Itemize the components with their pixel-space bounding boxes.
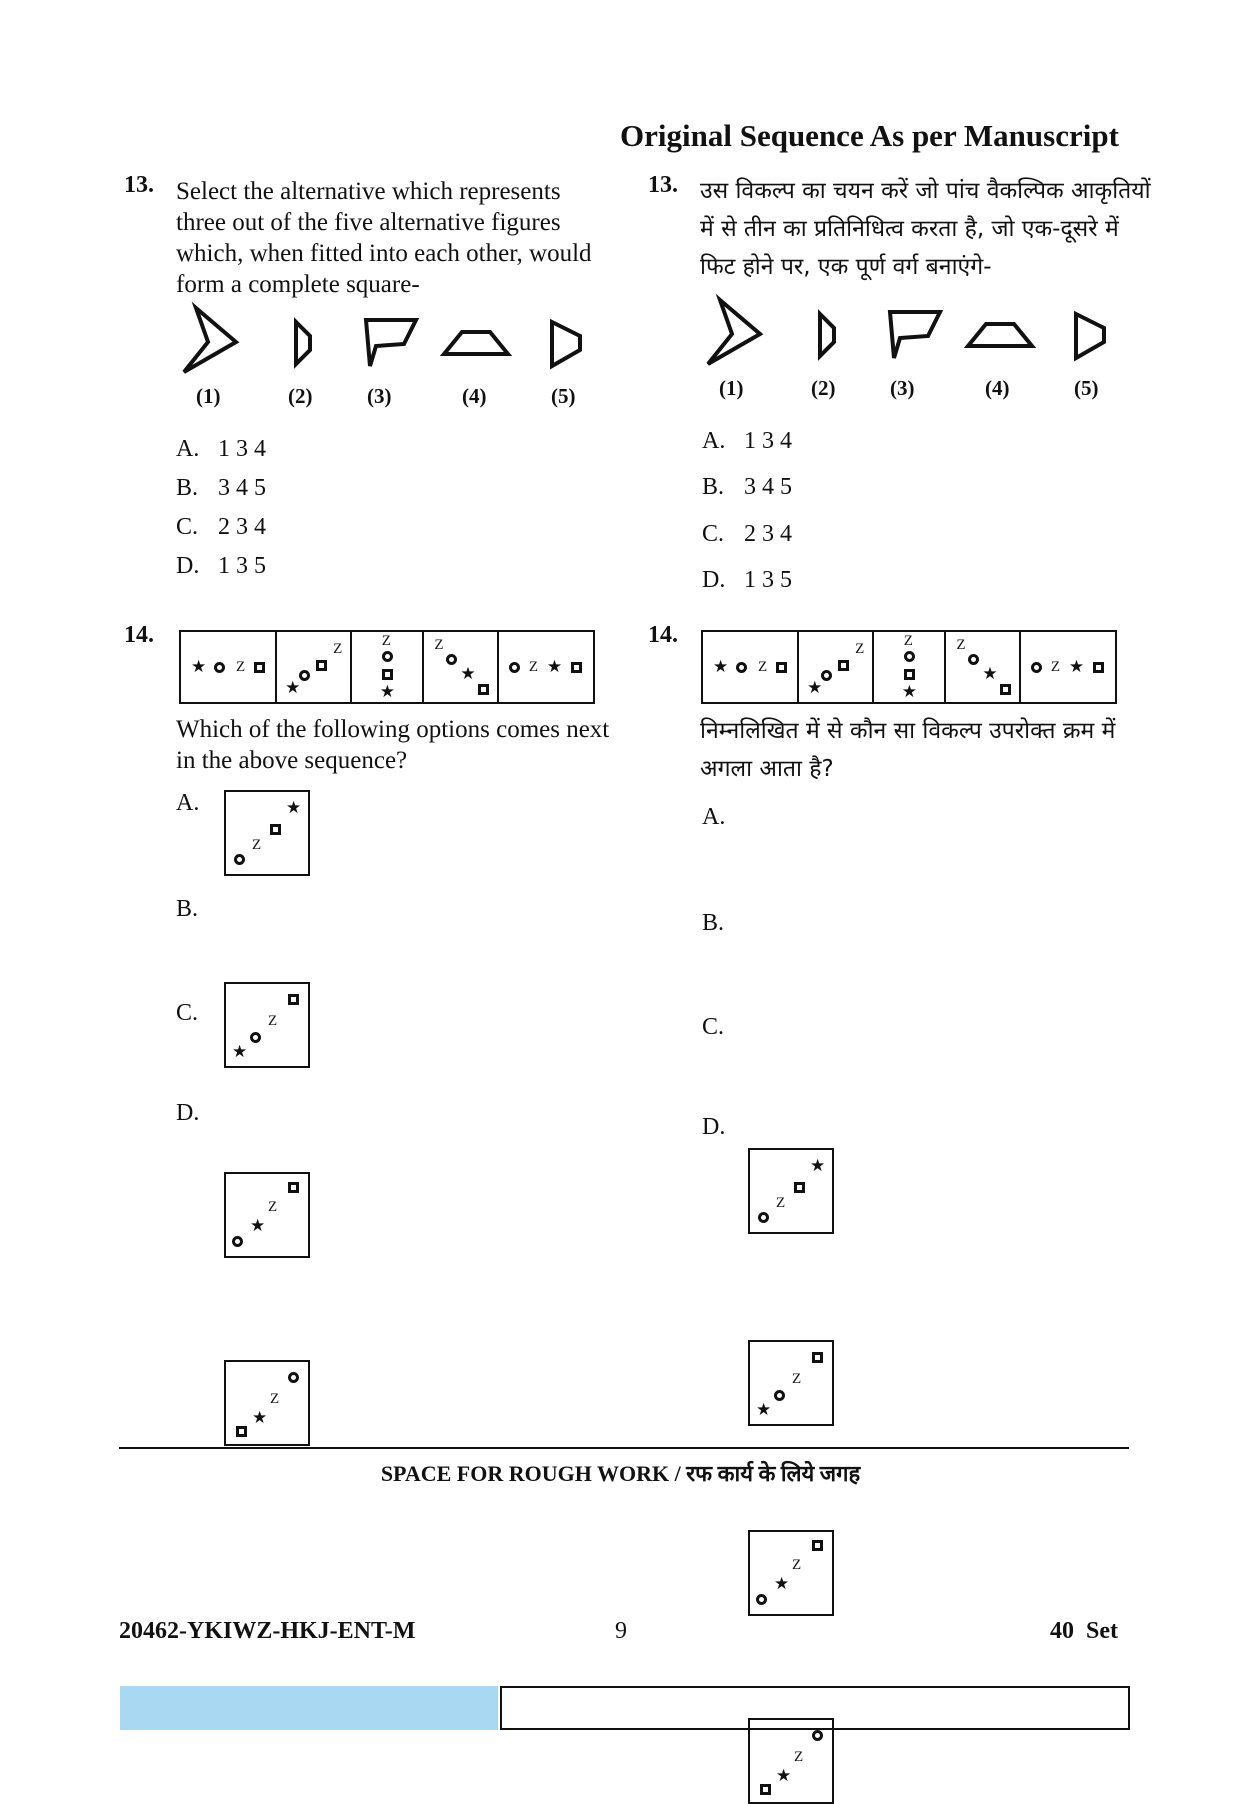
footer-code: 20462-YKIWZ-HKJ-ENT-M bbox=[119, 1618, 416, 1644]
figure-label-1: (1) bbox=[719, 376, 744, 400]
option-letter: C. bbox=[176, 514, 199, 540]
star-icon: ★ bbox=[546, 657, 563, 677]
z-letter: Z bbox=[794, 1749, 804, 1765]
circle-icon bbox=[812, 1730, 823, 1741]
rough-work-divider bbox=[119, 1447, 1129, 1449]
figure-5-pentagon bbox=[1076, 314, 1104, 358]
footer-outline-box bbox=[500, 1686, 1130, 1730]
z-letter: Z bbox=[434, 637, 444, 653]
square-icon bbox=[776, 662, 787, 673]
circle-icon bbox=[250, 1032, 261, 1043]
figure-label-2: (2) bbox=[811, 376, 836, 400]
q14-sequence-en bbox=[179, 630, 595, 704]
square-icon bbox=[812, 1352, 823, 1363]
sequence-cell-2 bbox=[799, 632, 874, 702]
star-icon: ★ bbox=[756, 1400, 772, 1420]
square-icon bbox=[1000, 684, 1011, 695]
z-letter: Z bbox=[903, 633, 913, 649]
star-icon: ★ bbox=[776, 1766, 792, 1786]
square-icon bbox=[478, 684, 489, 695]
circle-icon bbox=[756, 1594, 767, 1605]
z-letter: Z bbox=[268, 1199, 278, 1215]
q14-option-a-figure-hi[interactable] bbox=[748, 1148, 834, 1234]
z-letter: Z bbox=[268, 1013, 278, 1029]
figure-label-2: (2) bbox=[288, 384, 313, 408]
q14-option-c-figure-en[interactable] bbox=[224, 1172, 310, 1258]
star-icon: ★ bbox=[460, 664, 476, 684]
z-letter: Z bbox=[270, 1391, 280, 1407]
footer-set: 40 Set bbox=[1050, 1618, 1118, 1644]
circle-icon bbox=[1031, 662, 1042, 673]
option-letter: A. bbox=[176, 436, 200, 462]
square-icon bbox=[904, 669, 915, 680]
square-icon bbox=[760, 1784, 771, 1795]
circle-icon bbox=[214, 662, 225, 673]
q14-option-a-label-en[interactable]: A. bbox=[176, 790, 200, 816]
q14-option-d-label-hi[interactable]: D. bbox=[702, 1114, 726, 1140]
sequence-cell-3 bbox=[874, 632, 947, 702]
star-icon: ★ bbox=[713, 657, 729, 677]
z-letter: Z bbox=[956, 637, 966, 653]
circle-icon bbox=[821, 670, 832, 681]
square-icon bbox=[254, 662, 265, 673]
q13-number-hi: 13. bbox=[648, 172, 678, 198]
circle-icon bbox=[234, 854, 245, 865]
figure-label-5: (5) bbox=[1074, 376, 1099, 400]
q13-option-b-hi[interactable] bbox=[702, 474, 792, 501]
sequence-cell-1 bbox=[181, 632, 277, 702]
z-letter: Z bbox=[236, 659, 246, 675]
star-icon: ★ bbox=[232, 1042, 248, 1062]
q13-text-en: Select the alternative which represents three out of the five alternative figures which, when fitted into each other, would form a complete square- bbox=[176, 178, 592, 298]
figure-1-arrow bbox=[184, 308, 236, 372]
option-value: 3 4 5 bbox=[218, 475, 266, 501]
figure-1-arrow bbox=[708, 300, 760, 364]
q14-option-c-figure-hi[interactable] bbox=[748, 1530, 834, 1616]
star-icon: ★ bbox=[250, 1216, 266, 1236]
q13-number-en: 13. bbox=[124, 172, 154, 198]
q14-option-c-label-en[interactable]: C. bbox=[176, 1000, 199, 1026]
z-letter: Z bbox=[855, 641, 865, 657]
figure-label-4: (4) bbox=[985, 376, 1010, 400]
q13-option-d-hi[interactable] bbox=[702, 567, 792, 594]
circle-icon bbox=[509, 662, 520, 673]
sequence-cell-4 bbox=[424, 632, 499, 702]
z-letter: Z bbox=[381, 633, 391, 649]
square-icon bbox=[382, 669, 393, 680]
option-value: 1 3 4 bbox=[218, 436, 266, 462]
sequence-cell-1 bbox=[703, 632, 799, 702]
footer-color-bar bbox=[120, 1686, 498, 1730]
star-icon: ★ bbox=[252, 1408, 268, 1428]
option-letter: B. bbox=[702, 474, 725, 500]
q14-option-b-figure-hi[interactable] bbox=[748, 1340, 834, 1426]
figure-2-d-shape bbox=[296, 322, 310, 364]
option-value: 1 3 5 bbox=[744, 567, 792, 593]
figure-label-4: (4) bbox=[462, 384, 487, 408]
circle-icon bbox=[299, 670, 310, 681]
q14-option-b-label-en[interactable]: B. bbox=[176, 896, 199, 922]
sequence-cell-2 bbox=[277, 632, 352, 702]
circle-icon bbox=[904, 651, 915, 662]
z-letter: Z bbox=[1050, 659, 1061, 675]
option-value: 1 3 4 bbox=[744, 428, 792, 454]
square-icon bbox=[838, 660, 849, 671]
q14-text-en: Which of the following options comes next in the above sequence? bbox=[176, 716, 610, 774]
figure-5-pentagon bbox=[552, 322, 580, 366]
option-value: 3 4 5 bbox=[744, 474, 792, 500]
q13-option-a-hi[interactable] bbox=[702, 428, 792, 455]
q14-option-b-figure-en[interactable] bbox=[224, 982, 310, 1068]
square-icon bbox=[236, 1426, 247, 1437]
z-letter: Z bbox=[792, 1557, 802, 1573]
q13-option-c-en[interactable] bbox=[176, 514, 266, 541]
sequence-cell-4 bbox=[946, 632, 1021, 702]
z-letter: Z bbox=[758, 659, 768, 675]
star-icon: ★ bbox=[810, 1156, 826, 1176]
figure-4-trapezoid bbox=[444, 332, 508, 354]
sequence-cell-3 bbox=[352, 632, 425, 702]
star-icon: ★ bbox=[1068, 657, 1085, 677]
q13-figures-en bbox=[178, 300, 618, 380]
option-value: 2 3 4 bbox=[218, 514, 266, 540]
sequence-cell-5 bbox=[1021, 632, 1115, 702]
circle-icon bbox=[288, 1372, 299, 1383]
q13-text-hi: उस विकल्प का चयन करें जो पांच वैकल्पिक आकृतियों में से तीन का प्रतिनिधित्व करता है, जो एक-दूसरे में फिट होने पर, एक पूर्ण वर्ग बनाएंगे- bbox=[700, 178, 1151, 280]
square-icon bbox=[1093, 662, 1104, 673]
sequence-cell-5 bbox=[499, 632, 593, 702]
q14-number-en: 14. bbox=[124, 622, 154, 648]
square-icon bbox=[571, 662, 582, 673]
option-value: 1 3 5 bbox=[218, 553, 266, 579]
q14-text-hi: निम्नलिखित में से कौन सा विकल्प उपरोक्त क्रम में अगला आता है? bbox=[700, 718, 1116, 782]
q14-option-d-figure-hi[interactable] bbox=[748, 1718, 834, 1804]
star-icon: ★ bbox=[379, 682, 395, 702]
star-icon: ★ bbox=[774, 1574, 790, 1594]
q14-option-c-label-hi[interactable]: C. bbox=[702, 1014, 725, 1040]
q14-option-d-figure-en[interactable] bbox=[224, 1360, 310, 1446]
option-value: 2 3 4 bbox=[744, 521, 792, 547]
star-icon: ★ bbox=[285, 678, 301, 698]
q13-option-d-en[interactable] bbox=[176, 553, 266, 580]
figure-label-5: (5) bbox=[551, 384, 576, 408]
circle-icon bbox=[774, 1390, 785, 1401]
star-icon: ★ bbox=[807, 678, 823, 698]
q14-option-b-label-hi[interactable]: B. bbox=[702, 910, 725, 936]
square-icon bbox=[794, 1182, 805, 1193]
circle-icon bbox=[446, 654, 457, 665]
z-letter: Z bbox=[792, 1371, 802, 1387]
square-icon bbox=[288, 1182, 299, 1193]
footer-page-number: 9 bbox=[615, 1618, 627, 1644]
figure-3-hook-shape bbox=[366, 320, 416, 366]
figure-4-trapezoid bbox=[968, 324, 1032, 346]
option-letter: B. bbox=[176, 475, 199, 501]
option-letter: D. bbox=[702, 567, 726, 593]
circle-icon bbox=[736, 662, 747, 673]
q14-number-hi: 14. bbox=[648, 622, 678, 648]
star-icon: ★ bbox=[901, 682, 917, 702]
z-letter: Z bbox=[333, 641, 343, 657]
star-icon: ★ bbox=[191, 657, 207, 677]
q14-option-d-label-en[interactable]: D. bbox=[176, 1100, 200, 1126]
circle-icon bbox=[382, 651, 393, 662]
option-letter: D. bbox=[176, 553, 200, 579]
figure-label-3: (3) bbox=[367, 384, 392, 408]
z-letter: Z bbox=[776, 1195, 786, 1211]
rough-work-label: SPACE FOR ROUGH WORK / रफ कार्य के लिये जगह bbox=[380, 1461, 861, 1486]
page-heading: Original Sequence As per Manuscript bbox=[620, 118, 1119, 153]
square-icon bbox=[316, 660, 327, 671]
square-icon bbox=[812, 1540, 823, 1551]
star-icon: ★ bbox=[982, 664, 998, 684]
star-icon: ★ bbox=[286, 798, 302, 818]
q13-figures-hi bbox=[702, 292, 1142, 372]
q14-option-a-label-hi[interactable]: A. bbox=[702, 804, 726, 830]
square-icon bbox=[288, 994, 299, 1005]
circle-icon bbox=[758, 1212, 769, 1223]
option-letter: C. bbox=[702, 521, 725, 547]
q13-option-a-en[interactable] bbox=[176, 436, 266, 463]
figure-2-d-shape bbox=[820, 314, 834, 356]
q14-sequence-hi bbox=[701, 630, 1117, 704]
z-letter: Z bbox=[528, 659, 539, 675]
figure-label-1: (1) bbox=[196, 384, 221, 408]
q13-option-c-hi[interactable] bbox=[702, 521, 792, 548]
q13-option-b-en[interactable] bbox=[176, 475, 266, 502]
square-icon bbox=[270, 824, 281, 835]
figure-3-hook-shape bbox=[890, 312, 940, 358]
circle-icon bbox=[232, 1236, 243, 1247]
option-letter: A. bbox=[702, 428, 726, 454]
circle-icon bbox=[968, 654, 979, 665]
q14-option-a-figure-en[interactable] bbox=[224, 790, 310, 876]
z-letter: Z bbox=[252, 837, 262, 853]
figure-label-3: (3) bbox=[890, 376, 915, 400]
